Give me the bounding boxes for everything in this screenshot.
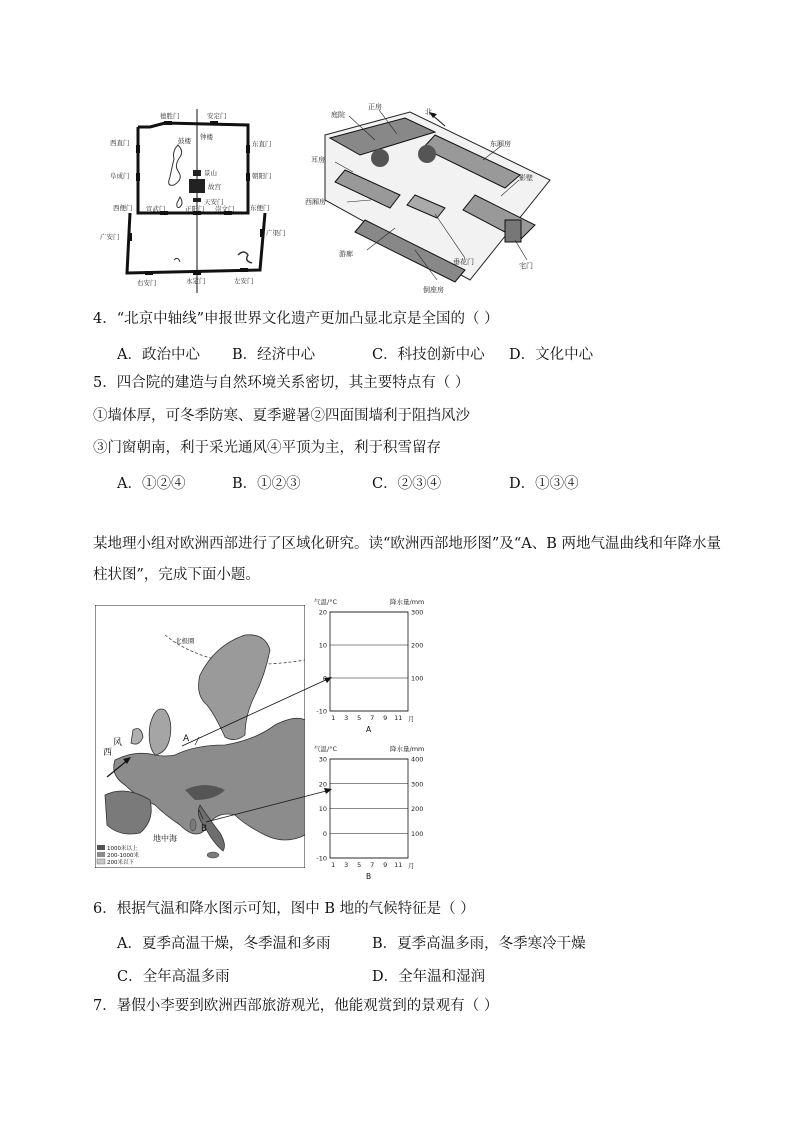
q5-stem: 5．四合院的建造与自然环境关系密切，其主要特点有（ ） <box>93 375 470 391</box>
q6-option-d[interactable]: D．全年温和湿润 <box>372 969 486 985</box>
chart-b-month-tick: 3 <box>344 861 349 869</box>
label-daozuofang: 倒座房 <box>423 286 444 294</box>
label-arctic-circle: 北极圈 <box>175 637 195 645</box>
chart-b-temp-tick: -10 <box>316 854 327 863</box>
siheyuan-illustration <box>305 100 560 295</box>
label-gulou: 鼓楼 <box>178 137 191 145</box>
label-gugong: 故宫 <box>208 183 221 191</box>
q5-statement-line1: ①墙体厚，可冬季防寒、夏季避暑②四面围墙利于阻挡风沙 <box>93 408 470 424</box>
chart-b-precip-label: 降水量/mm <box>390 745 425 753</box>
label-wind: 风 <box>113 738 123 748</box>
q6-option-b[interactable]: B．夏季高温多雨，冬季寒冷干燥 <box>372 936 586 952</box>
chart-b-precip-tick: 300 <box>411 780 424 789</box>
label-west: 西 <box>103 748 113 758</box>
chart-a-precip-tick: 100 <box>411 674 424 683</box>
chart-b-temp-label: 气温/°C <box>314 745 337 753</box>
label-tiananmen: 天安门 <box>204 198 224 206</box>
chart-b-temp-tick: 30 <box>318 755 327 764</box>
label-xixiangfang: 西厢房 <box>305 198 326 206</box>
label-guangqumen: 广渠门 <box>266 229 286 237</box>
label-jingshan: 景山 <box>204 169 217 177</box>
label-guanganmen: 广安门 <box>100 233 120 241</box>
label-zuoanmen: 左安门 <box>234 277 254 285</box>
chart-a-temp-label: 气温/°C <box>314 598 337 606</box>
label-xizhimen: 西直门 <box>110 139 130 147</box>
q4-option-d[interactable]: D．文化中心 <box>509 347 594 363</box>
q4-option-a[interactable]: A．政治中心 <box>117 347 200 363</box>
beijing-axis-map <box>100 105 300 295</box>
q6-option-a[interactable]: A．夏季高温干燥，冬季温和多雨 <box>117 936 331 952</box>
label-fuchengmen: 阜成门 <box>110 172 130 180</box>
label-yingbi: 影壁 <box>519 174 533 182</box>
q7-stem: 7．暑假小李要到欧洲西部旅游观光，他能观赏到的景观有（ ） <box>93 998 499 1014</box>
chart-b-precip-tick: 100 <box>411 829 424 838</box>
q6-stem: 6．根据气温和降水图示可知，图中 B 地的气候特征是（ ） <box>93 901 475 917</box>
chart-b-precip-tick: 400 <box>411 755 424 764</box>
label-andingmen: 安定门 <box>207 112 227 120</box>
chart-a-precip-tick: 200 <box>411 641 424 650</box>
chart-b-temp-tick: 20 <box>318 780 327 789</box>
chart-b-precip-tick: 200 <box>411 805 424 813</box>
label-zhonglou: 钟楼 <box>200 133 213 141</box>
chart-a-title: A <box>366 725 372 734</box>
q5-option-c[interactable]: C．②③④ <box>372 476 442 492</box>
chart-a-temp-tick: -10 <box>316 707 327 716</box>
q5-statement-line2: ③门窗朝南，利于采光通风④平顶为主，利于积雪留存 <box>93 440 441 456</box>
label-youlang: 游廊 <box>339 250 353 258</box>
climate-chart-b <box>308 742 440 882</box>
label-erfang: 耳房 <box>311 156 325 164</box>
climate-chart-a <box>308 595 440 735</box>
chart-a-month-tick: 3 <box>344 714 349 722</box>
label-zhaimen: 宅门 <box>519 262 533 270</box>
intro-line1: 某地理小组对欧洲西部进行了区域化研究。读“欧洲西部地形图”及“A、B 两地气温曲线和年降水量 <box>93 536 721 552</box>
label-zhengfang: 正房 <box>368 103 382 111</box>
chart-a-precip-label: 降水量/mm <box>390 598 425 606</box>
label-dongxiangfang: 东厢房 <box>490 140 511 148</box>
intro-line2: 柱状图”，完成下面小题。 <box>93 567 260 583</box>
chart-b-month-label: 月 <box>408 862 415 870</box>
q4-option-b[interactable]: B．经济中心 <box>232 347 316 363</box>
chart-a-temp-tick: 0 <box>322 674 327 683</box>
label-dongzhimen: 东直门 <box>252 140 272 148</box>
chart-b-temp-tick: 0 <box>322 829 327 838</box>
label-zhengyangmen: 正阳门 <box>185 205 205 213</box>
chart-a-month-label: 月 <box>408 715 415 723</box>
q4-option-c[interactable]: C．科技创新中心 <box>372 347 485 363</box>
legend-low: 200米以下 <box>107 860 134 866</box>
chart-b-month-tick: 5 <box>357 861 362 869</box>
q6-option-c[interactable]: C．全年高温多雨 <box>117 969 230 985</box>
label-chuihuamen: 垂花门 <box>453 258 474 266</box>
chart-a-month-tick: 7 <box>370 714 375 722</box>
label-tingyuan: 庭院 <box>331 111 345 119</box>
q4-stem: 4．“北京中轴线”申报世界文化遗产更加凸显北京是全国的（ ） <box>93 311 499 327</box>
label-xuanwumen: 宣武门 <box>146 205 166 213</box>
q5-option-b[interactable]: B．①②③ <box>232 476 301 492</box>
q5-option-a[interactable]: A．①②④ <box>117 476 186 492</box>
label-yongdingmen: 永定门 <box>186 277 206 285</box>
chart-b-month-tick: 9 <box>383 861 388 869</box>
q5-option-d[interactable]: D．①③④ <box>509 476 579 492</box>
chart-a-precip-tick: 300 <box>411 608 424 617</box>
label-deshengmen: 德胜门 <box>160 112 180 120</box>
chart-b-month-tick: 11 <box>394 861 403 869</box>
chart-a-temp-tick: 10 <box>318 641 327 650</box>
chart-a-month-tick: 5 <box>357 714 362 722</box>
label-mediterranean: 地中海 <box>153 834 177 843</box>
chart-a-temp-tick: 20 <box>318 608 327 617</box>
label-point-a: A <box>183 734 190 744</box>
label-youanmen: 右安门 <box>137 279 157 287</box>
label-north: 北 <box>425 108 432 116</box>
chart-b-month-tick: 1 <box>331 861 336 869</box>
label-point-b: B <box>201 824 208 834</box>
chart-a-month-tick: 9 <box>383 714 388 722</box>
chart-b-month-tick: 7 <box>370 861 375 869</box>
label-dongbianmen: 东便门 <box>250 204 270 212</box>
label-chongwenmen: 崇文门 <box>215 205 235 213</box>
label-xibianmen: 西便门 <box>113 204 133 212</box>
chart-b-title: B <box>366 872 372 881</box>
label-chaoyangmen: 朝阳门 <box>252 172 272 180</box>
chart-a-month-tick: 11 <box>394 714 403 722</box>
chart-b-temp-tick: 10 <box>318 805 327 813</box>
legend-high: 1000米以上 <box>107 846 138 852</box>
legend-mid: 200-1000米 <box>107 853 139 859</box>
chart-a-month-tick: 1 <box>331 714 336 722</box>
